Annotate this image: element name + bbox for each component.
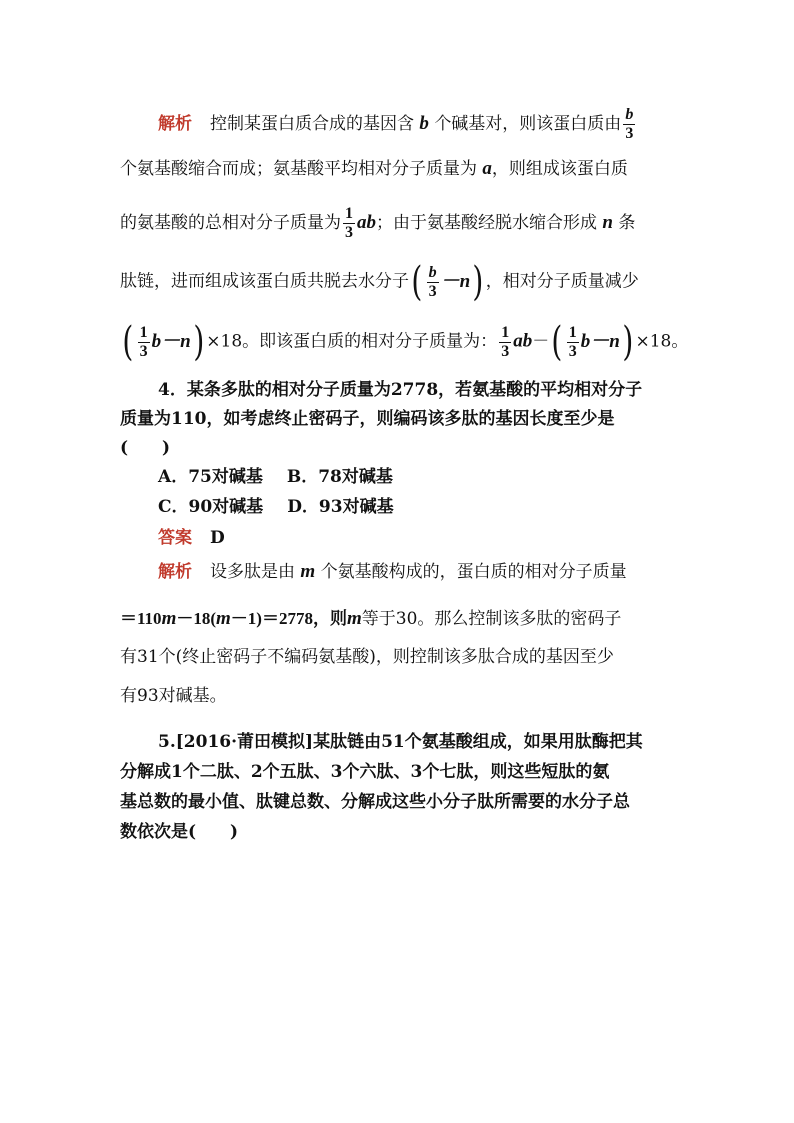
text: －: [532, 331, 550, 352]
text: 的氨基酸的总相对分子质量为: [120, 213, 341, 233]
paren-group: ( $\frac{1}{3}$ b－n ): [122, 319, 204, 365]
analysis2-line-4: 有93对碱基。: [120, 686, 227, 706]
text: ×18。即该蛋白质的相对分子质量为：: [206, 331, 498, 352]
answer-label: 答案: [158, 528, 192, 548]
var-ab: ab: [513, 330, 533, 352]
text: 个氨基酸缩合而成；氨基酸平均相对分子质量为: [120, 159, 477, 179]
text: ，相对分子质量减少: [485, 271, 639, 292]
var-m: m: [346, 608, 362, 629]
answer-value: D: [210, 528, 225, 548]
text: 个碱基对，则该蛋白质由: [434, 114, 622, 134]
analysis-line-4: [120, 259, 680, 305]
analysis2-line-1: [158, 560, 718, 584]
analysis-line-2: [120, 157, 680, 181]
text: －1)＝2778，则: [230, 609, 347, 628]
text: 控制某蛋白质合成的基因含: [210, 114, 414, 134]
q5-line-1: 5.[2016·莆田模拟]某肽链由51个氨基酸组成，如果用肽酶把其: [158, 732, 643, 752]
var-n: n: [602, 212, 613, 233]
option-d[interactable]: D．93对碱基: [287, 497, 394, 517]
text: 设多肽是由: [210, 562, 295, 582]
text: 等于30。那么控制该多肽的密码子: [361, 609, 622, 629]
text: ，则组成该蛋白质: [491, 159, 628, 179]
q4-line-2: 质量为110，如考虑终止密码子，则编码该多肽的基因长度至少是: [120, 409, 615, 429]
analysis-label: 解析: [158, 114, 192, 134]
analysis-line-5: [120, 319, 689, 365]
var-m: m: [216, 608, 231, 629]
q5-line-2: 分解成1个二肽、2个五肽、3个六肽、3个七肽，则这些短肽的氨: [120, 762, 610, 782]
text: －18(: [176, 609, 217, 628]
text: ×18。: [635, 331, 689, 352]
var-b: b: [419, 113, 429, 134]
paren-group: ( $\frac{b}{3}$ －n ): [411, 259, 484, 305]
var-m: m: [161, 608, 177, 629]
text: 条: [618, 213, 636, 233]
fraction-1-over-3: $\frac{1}{3}$: [345, 205, 353, 241]
q5-line-3: 基总数的最小值、肽键总数、分解成这些小分子肽所需要的水分子总: [120, 792, 630, 812]
var-m: m: [300, 561, 316, 582]
var-ab: ab: [357, 212, 376, 233]
q5-line-4: 数依次是( ): [120, 822, 239, 842]
analysis-line-1: [158, 106, 718, 143]
analysis-line-3: [120, 205, 680, 242]
analysis-label: 解析: [158, 562, 192, 582]
paren-group: ( $\frac{1}{3}$ b－n ): [551, 319, 634, 365]
q4-options-row-1: [158, 465, 718, 489]
option-a[interactable]: A．75对碱基: [158, 467, 263, 487]
text: ；由于氨基酸经脱水缩合形成: [376, 213, 597, 233]
text: 个氨基酸构成的，蛋白质的相对分子质量: [320, 562, 627, 582]
q4-line-3: ( ): [120, 438, 171, 458]
analysis2-line-3: 有31个(终止密码子不编码氨基酸)，则控制该多肽合成的基因至少: [120, 647, 614, 667]
analysis2-line-2: [120, 607, 680, 631]
option-b[interactable]: B．78对碱基: [286, 467, 393, 487]
q4-options-row-2: [158, 495, 718, 519]
q4-answer: [158, 526, 718, 550]
fraction-b-over-3: $\frac{b}{3}$: [625, 106, 634, 142]
text: ＝110: [120, 609, 162, 628]
q4-line-1: 4．某条多肽的相对分子质量为2778，若氨基酸的平均相对分子: [158, 380, 643, 400]
text: 肽链，进而组成该蛋白质共脱去水分子: [120, 271, 409, 292]
fraction-1-over-3: $\frac{1}{3}$: [501, 323, 510, 360]
var-a: a: [482, 158, 492, 179]
option-c[interactable]: C．90对碱基: [158, 497, 264, 517]
